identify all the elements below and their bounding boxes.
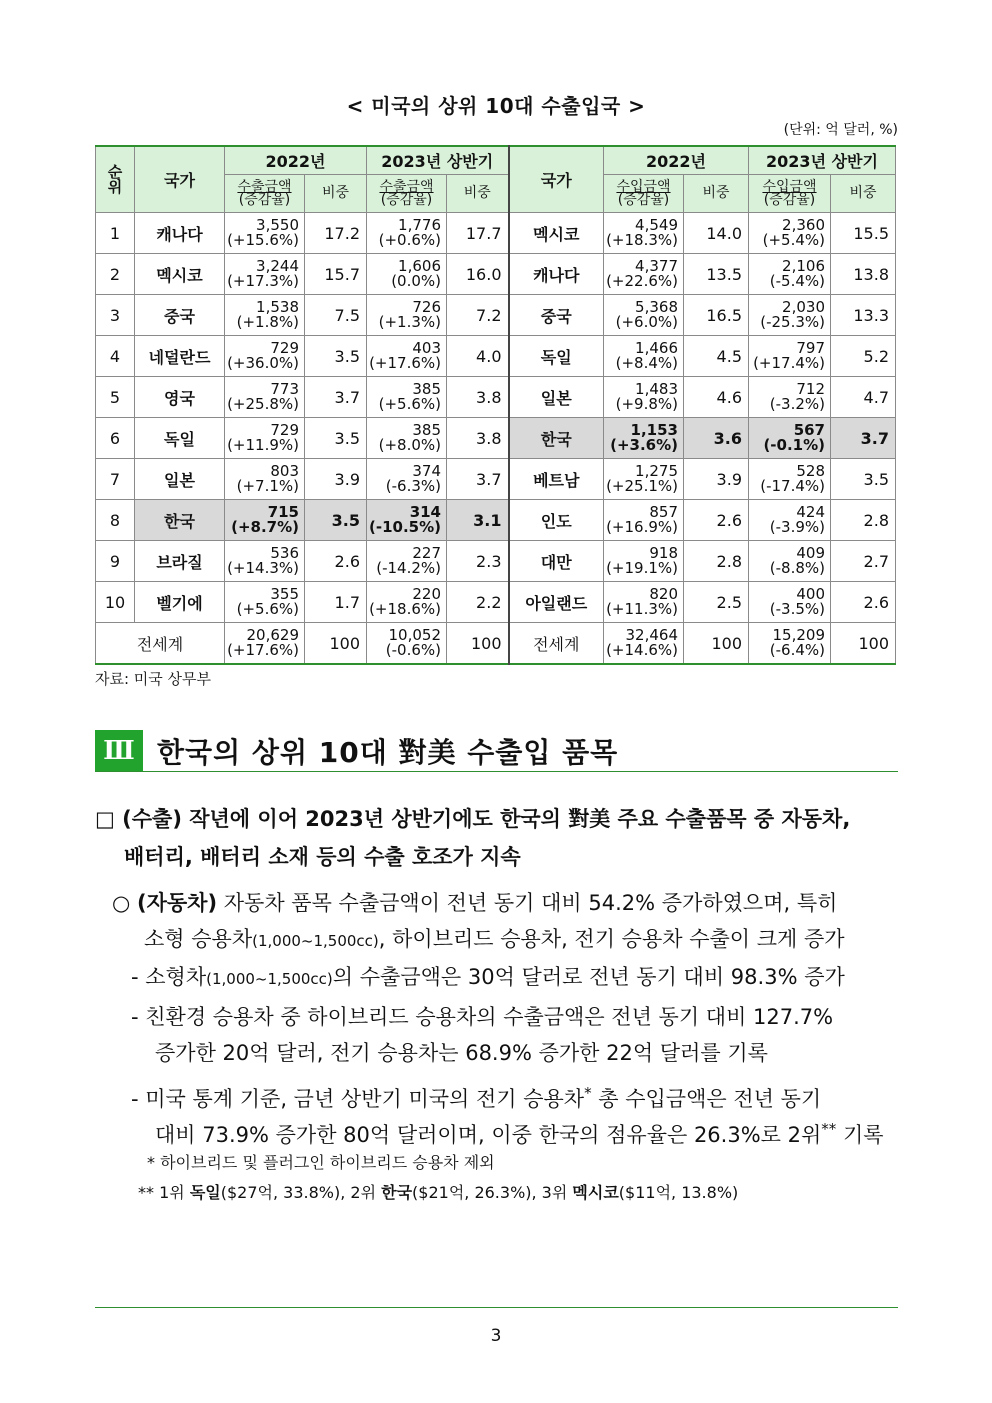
share-header: 비중	[305, 175, 367, 213]
import-country-cell: 중국	[509, 295, 604, 336]
import-2022-cell: 1,275 (+25.1%)	[604, 459, 684, 500]
paragraph-export-line2: 배터리, 배터리 소재 등의 수출 호조가 지속	[124, 845, 521, 869]
footnote-marker: *	[584, 1084, 592, 1102]
export-2023-share-cell: 2.2	[447, 582, 509, 623]
import-2023-share-cell: 2.7	[831, 541, 896, 582]
text-run: 총 수입금액은 전년 동기	[591, 1087, 822, 1111]
export-2023-share-cell: 4.0	[447, 336, 509, 377]
auto-text: 자동차 품목 수출금액이 전년 동기 대비 54.2% 증가하였으며, 특히	[223, 891, 838, 915]
export-country-cell: 캐나다	[135, 213, 225, 254]
import-country-cell: 캐나다	[509, 254, 604, 295]
import-country-cell: 인도	[509, 500, 604, 541]
footnote-1: * 하이브리드 및 플러그인 하이브리드 승용차 제외	[147, 1153, 495, 1172]
export-country-cell: 영국	[135, 377, 225, 418]
import-2022-cell: 1,483 (+9.8%)	[604, 377, 684, 418]
text-run-small: (1,000~1,500cc)	[252, 932, 379, 950]
table-title: < 미국의 상위 10대 수출입국 >	[346, 94, 646, 118]
header-row-1	[96, 146, 896, 175]
import-2022-share-cell: 2.5	[684, 582, 749, 623]
import-2022-share-cell: 16.5	[684, 295, 749, 336]
export-2023-cell: 374 (-6.3%)	[367, 459, 447, 500]
import-amount-header: 수입금액 (증감율)	[604, 175, 684, 213]
table-body	[96, 213, 896, 623]
import-2023-share-cell: 15.5	[831, 213, 896, 254]
total-import-2023: 15,209 (-6.4%)	[749, 623, 831, 665]
total-import-2022: 32,464 (+14.6%)	[604, 623, 684, 665]
export-2022-share-cell: 3.5	[305, 336, 367, 377]
text-run: 기록	[836, 1123, 884, 1147]
total-import-2022-share: 100	[684, 623, 749, 665]
export-country-cell: 일본	[135, 459, 225, 500]
text-run: 소형 승용차	[144, 927, 253, 951]
table-row	[96, 541, 896, 582]
rank-cell: 2	[96, 254, 135, 295]
table-row	[96, 582, 896, 623]
import-2023-cell: 2,030 (-25.3%)	[749, 295, 831, 336]
import-2022-share-cell: 3.9	[684, 459, 749, 500]
rank-cell: 10	[96, 582, 135, 623]
import-2023-share-cell: 2.6	[831, 582, 896, 623]
export-2022-share-cell: 3.5	[305, 500, 367, 541]
export-2023-share-cell: 2.3	[447, 541, 509, 582]
share-header: 비중	[447, 175, 509, 213]
export-2022-cell: 729 (+11.9%)	[225, 418, 305, 459]
export-2022-cell: 1,538 (+1.8%)	[225, 295, 305, 336]
export-country-cell: 한국	[135, 500, 225, 541]
export-2022-share-cell: 3.5	[305, 418, 367, 459]
share-header: 비중	[684, 175, 749, 213]
import-2023-cell: 409 (-8.8%)	[749, 541, 831, 582]
table-source: 자료: 미국 상무부	[95, 670, 212, 688]
footnote-2	[138, 1180, 738, 1203]
dash-item-eco-line1: - 친환경 승용차 중 하이브리드 승용차의 수출금액은 전년 동기 대비 127.7%	[131, 1005, 834, 1029]
export-2022-share-cell: 3.9	[305, 459, 367, 500]
export-2023-cell: 403 (+17.6%)	[367, 336, 447, 377]
export-2023-cell: 1,776 (+0.6%)	[367, 213, 447, 254]
dash-item-eco-line2: 증가한 20억 달러, 전기 승용차는 68.9% 증가한 22억 달러를 기록	[155, 1041, 768, 1065]
export-2023-cell: 314 (-10.5%)	[367, 500, 447, 541]
export-2023-share-cell: 3.8	[447, 377, 509, 418]
trade-partners-table	[95, 145, 896, 665]
total-import-label: 전세계	[509, 623, 604, 665]
export-2022-cell: 3,550 (+15.6%)	[225, 213, 305, 254]
text-run: 대비 73.9% 증가한 80억 달러이며, 이중 한국의 점유율은 26.3%로 2위	[155, 1123, 822, 1147]
export-country-cell: 벨기에	[135, 582, 225, 623]
text-run: ** 1위	[138, 1183, 190, 1202]
total-export-2022-share: 100	[305, 623, 367, 665]
import-amount-header: 수입금액 (증감율)	[749, 175, 831, 213]
export-amount-header: 수출금액 (증감율)	[225, 175, 305, 213]
export-2022-share-cell: 2.6	[305, 541, 367, 582]
section-number-badge: Ⅲ	[95, 730, 143, 772]
import-country-cell: 멕시코	[509, 213, 604, 254]
rank-header: 순위	[96, 146, 135, 213]
export-2023-share-cell: 16.0	[447, 254, 509, 295]
import-2022-cell: 857 (+16.9%)	[604, 500, 684, 541]
import-2023-cell: 797 (+17.4%)	[749, 336, 831, 377]
import-2022-share-cell: 2.8	[684, 541, 749, 582]
total-export-2023-share: 100	[447, 623, 509, 665]
import-2023-cell: 528 (-17.4%)	[749, 459, 831, 500]
table-row	[96, 254, 896, 295]
section-divider	[95, 771, 898, 772]
import-2022-share-cell: 14.0	[684, 213, 749, 254]
text-run-small: (1,000~1,500cc)	[206, 970, 333, 988]
total-row	[96, 623, 896, 665]
import-2023-share-cell: 4.7	[831, 377, 896, 418]
export-country-cell: 멕시코	[135, 254, 225, 295]
export-2023-cell: 726 (+1.3%)	[367, 295, 447, 336]
import-country-cell: 일본	[509, 377, 604, 418]
export-2023-cell: 220 (+18.6%)	[367, 582, 447, 623]
import-country-cell: 아일랜드	[509, 582, 604, 623]
dash-item-ev-line2	[155, 1110, 884, 1154]
export-2023-cell: 385 (+5.6%)	[367, 377, 447, 418]
rank-cell: 5	[96, 377, 135, 418]
share-header: 비중	[831, 175, 896, 213]
import-country-cell: 베트남	[509, 459, 604, 500]
table-row	[96, 418, 896, 459]
export-2023-share-cell: 17.7	[447, 213, 509, 254]
import-2023-share-cell: 13.3	[831, 295, 896, 336]
import-2022-share-cell: 4.5	[684, 336, 749, 377]
export-2023-share-cell: 7.2	[447, 295, 509, 336]
import-2022-cell: 1,153 (+3.6%)	[604, 418, 684, 459]
import-2022-share-cell: 2.6	[684, 500, 749, 541]
text-run-bold: 한국	[381, 1183, 413, 1202]
import-2023-cell: 2,106 (-5.4%)	[749, 254, 831, 295]
rank-cell: 1	[96, 213, 135, 254]
import-2023-cell: 424 (-3.9%)	[749, 500, 831, 541]
import-2022-share-cell: 3.6	[684, 418, 749, 459]
dash-item-small-car	[131, 958, 845, 998]
text-run: - 소형차	[131, 965, 207, 989]
import-country-cell: 독일	[509, 336, 604, 377]
import-2023h1-header: 2023년 상반기	[749, 146, 896, 175]
table-row	[96, 295, 896, 336]
text-run: - 미국 통계 기준, 금년 상반기 미국의 전기 승용차	[131, 1087, 585, 1111]
import-country-header: 국가	[509, 146, 604, 213]
export-2023-cell: 227 (-14.2%)	[367, 541, 447, 582]
auto-label: (자동차)	[137, 891, 218, 915]
import-2022-cell: 918 (+19.1%)	[604, 541, 684, 582]
total-label: 전세계	[96, 623, 225, 665]
export-country-cell: 독일	[135, 418, 225, 459]
export-2022-cell: 715 (+8.7%)	[225, 500, 305, 541]
rank-cell: 6	[96, 418, 135, 459]
rank-cell: 9	[96, 541, 135, 582]
import-2022-cell: 4,549 (+18.3%)	[604, 213, 684, 254]
paragraph-export-text: (수출) 작년에 이어 2023년 상반기에도 한국의 對美 주요 수출품목 중 자동차,	[122, 807, 851, 831]
rank-cell: 4	[96, 336, 135, 377]
export-2022-header: 2022년	[225, 146, 367, 175]
export-2022-share-cell: 17.2	[305, 213, 367, 254]
import-2023-share-cell: 13.8	[831, 254, 896, 295]
table-row	[96, 459, 896, 500]
import-2022-cell: 4,377 (+22.6%)	[604, 254, 684, 295]
import-2023-cell: 712 (-3.2%)	[749, 377, 831, 418]
text-run: , 하이브리드 승용차, 전기 승용차 수출이 크게 증가	[378, 927, 845, 951]
text-run: ($27억, 33.8%), 2위	[220, 1183, 382, 1202]
total-export-2022: 20,629 (+17.6%)	[225, 623, 305, 665]
export-amount-header: 수출금액 (증감율)	[367, 175, 447, 213]
export-2022-cell: 3,244 (+17.3%)	[225, 254, 305, 295]
export-country-cell: 중국	[135, 295, 225, 336]
export-2022-share-cell: 7.5	[305, 295, 367, 336]
import-2023-cell: 567 (-0.1%)	[749, 418, 831, 459]
text-run: 의 수출금액은 30억 달러로 전년 동기 대비 98.3% 증가	[332, 965, 845, 989]
table-row	[96, 377, 896, 418]
paragraph-auto-line2	[144, 920, 845, 960]
import-2022-cell: 1,466 (+8.4%)	[604, 336, 684, 377]
import-2022-cell: 5,368 (+6.0%)	[604, 295, 684, 336]
export-2022-share-cell: 3.7	[305, 377, 367, 418]
import-2022-cell: 820 (+11.3%)	[604, 582, 684, 623]
export-2023-cell: 1,606 (0.0%)	[367, 254, 447, 295]
text-run: ($11억, 13.8%)	[618, 1183, 739, 1202]
export-country-header: 국가	[135, 146, 225, 213]
export-2022-cell: 536 (+14.3%)	[225, 541, 305, 582]
import-2022-header: 2022년	[604, 146, 749, 175]
import-country-cell: 한국	[509, 418, 604, 459]
export-2022-cell: 729 (+36.0%)	[225, 336, 305, 377]
export-2023-cell: 385 (+8.0%)	[367, 418, 447, 459]
export-2022-share-cell: 1.7	[305, 582, 367, 623]
rank-cell: 8	[96, 500, 135, 541]
import-2022-share-cell: 13.5	[684, 254, 749, 295]
unit-note: (단위: 억 달러, %)	[783, 122, 898, 138]
table-row	[96, 336, 896, 377]
export-2022-share-cell: 15.7	[305, 254, 367, 295]
rank-cell: 3	[96, 295, 135, 336]
page-number: 3	[490, 1326, 502, 1346]
footer-rule	[95, 1307, 898, 1308]
import-2023-share-cell: 5.2	[831, 336, 896, 377]
import-2023-share-cell: 3.7	[831, 418, 896, 459]
paragraph-export-line1	[95, 800, 850, 838]
text-run-bold: 독일	[189, 1183, 221, 1202]
table-row	[96, 213, 896, 254]
section-title: 한국의 상위 10대 對美 수출입 품목	[157, 736, 619, 769]
export-2022-cell: 355 (+5.6%)	[225, 582, 305, 623]
square-bullet: □	[95, 807, 115, 831]
total-export-2023: 10,052 (-0.6%)	[367, 623, 447, 665]
export-2023h1-header: 2023년 상반기	[367, 146, 509, 175]
export-country-cell: 브라질	[135, 541, 225, 582]
export-2022-cell: 803 (+7.1%)	[225, 459, 305, 500]
import-2022-share-cell: 4.6	[684, 377, 749, 418]
paragraph-auto-line1	[112, 884, 837, 922]
import-country-cell: 대만	[509, 541, 604, 582]
export-2023-share-cell: 3.7	[447, 459, 509, 500]
text-run-bold: 멕시코	[572, 1183, 619, 1202]
import-2023-cell: 2,360 (+5.4%)	[749, 213, 831, 254]
export-2022-cell: 773 (+25.8%)	[225, 377, 305, 418]
export-2023-share-cell: 3.1	[447, 500, 509, 541]
import-2023-share-cell: 2.8	[831, 500, 896, 541]
import-2023-cell: 400 (-3.5%)	[749, 582, 831, 623]
rank-cell: 7	[96, 459, 135, 500]
circle-bullet: ○	[112, 891, 131, 915]
import-2023-share-cell: 3.5	[831, 459, 896, 500]
table-row	[96, 500, 896, 541]
text-run: ($21억, 26.3%), 3위	[412, 1183, 573, 1202]
export-country-cell: 네덜란드	[135, 336, 225, 377]
export-2023-share-cell: 3.8	[447, 418, 509, 459]
total-import-2023-share: 100	[831, 623, 896, 665]
footnote-marker: **	[821, 1120, 837, 1138]
